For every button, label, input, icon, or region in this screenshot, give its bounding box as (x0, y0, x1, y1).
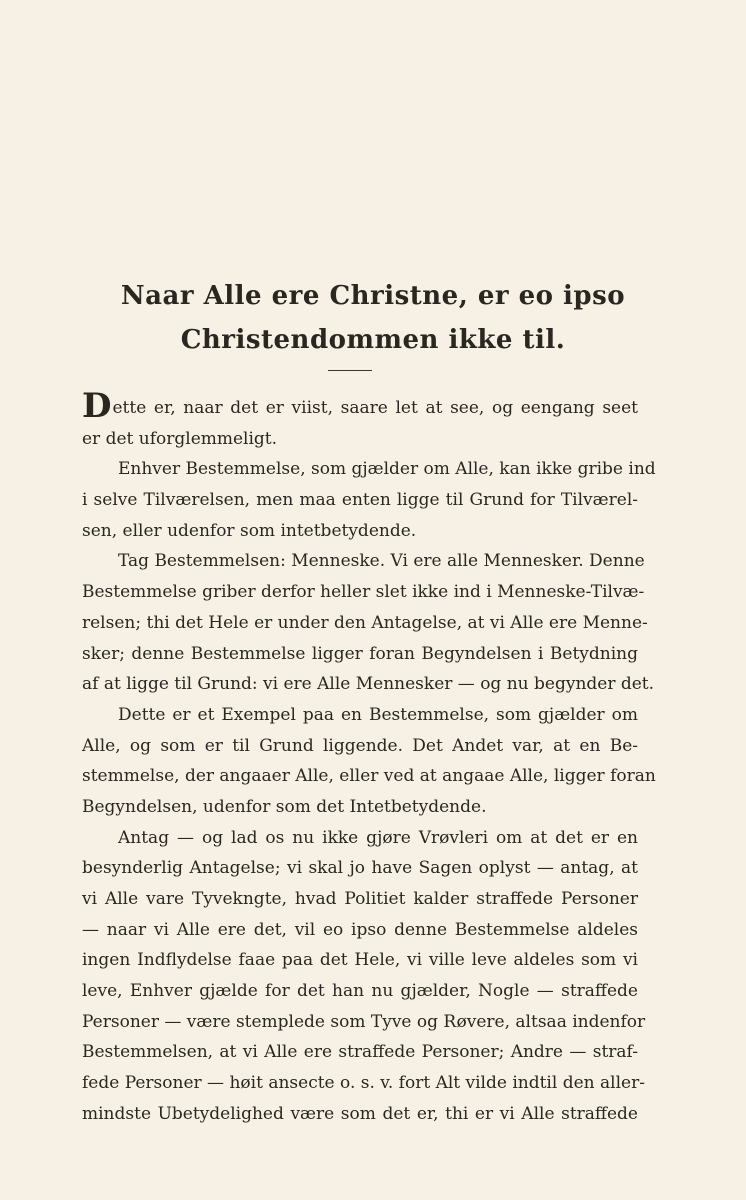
text-line-content: relsen; thi det Hele er under den Antagelse, at vi Alle ere Menne- (82, 612, 648, 633)
text-line-content: er det uforglemmeligt. (82, 428, 278, 449)
text-line-content: i selve Tilværelsen, men maa enten ligge til Grund for Tilværel- (82, 490, 638, 511)
text-line-content: Begyndelsen, udenfor som det Intetbetydende. (82, 796, 487, 817)
text-line-content: Tag Bestemmelsen: Menneske. Vi ere alle Mennesker. Denne (118, 551, 645, 572)
text-line-content: Bestemmelsen, at vi Alle ere straffede Personer; Andre — straf- (82, 1042, 638, 1063)
text-line-content: sen, eller udenfor som intetbetydende. (82, 520, 417, 541)
text-line (82, 669, 655, 700)
text-line (82, 454, 656, 485)
text-line-content: fede Personer — høit ansecte o. s. v. fort Alt vilde indtil den aller- (82, 1073, 645, 1094)
text-line-content: mindste Ubetydelighed være som det er, thi er vi Alle straffede (82, 1103, 638, 1124)
text-line (82, 761, 656, 792)
text-line-content: — naar vi Alle ere det, vil eo ipso denne Bestemmelse aldeles (82, 919, 638, 940)
drop-cap: D (82, 386, 112, 426)
text-line (82, 1068, 645, 1099)
text-line (82, 1007, 646, 1038)
text-line (82, 731, 638, 762)
title-divider (328, 370, 372, 371)
text-line (82, 546, 645, 577)
text-line-content: stemmelse, der angaaer Alle, eller ved at angaae Alle, ligger foran (82, 766, 656, 787)
text-line (82, 639, 638, 670)
text-line (82, 386, 638, 426)
text-line-content: leve, Enhver gjælde for det han nu gjælder, Nogle — straffede (82, 981, 638, 1002)
text-line (82, 424, 638, 455)
text-line-content: Antag — og lad os nu ikke gjøre Vrøvleri om at det er en (118, 827, 638, 848)
text-line-content: af at ligge til Grund: vi ere Alle Mennesker — og nu begynder det. (82, 674, 655, 695)
text-line-content: Alle, og som er til Grund liggende. Det Andet var, at en Be- (82, 735, 638, 756)
text-line (82, 485, 638, 516)
text-line (82, 516, 638, 547)
text-line-content: vi Alle vare Tyvekngte, hvad Politiet kalder straffede Personer (82, 889, 638, 909)
text-line-content: Dette er et Exempel paa en Bestemmelse, som gjælder om (118, 704, 638, 725)
text-line (82, 577, 645, 608)
text-line (82, 884, 638, 915)
text-line-content: Bestemmelse griber derfor heller slet ikke ind i Menneske-Tilvæ- (82, 582, 645, 603)
text-line (82, 792, 638, 823)
chapter-title (0, 274, 746, 362)
text-line (82, 700, 638, 731)
chapter-title-line-1: Naar Alle ere Christne, er eo ipso (120, 281, 626, 311)
text-line-content: Personer — være stemplede som Tyve og Røvere, altsaa indenfor (82, 1011, 646, 1032)
text-line-content: besynderlig Antagelse; vi skal jo have Sagen oplyst — antag, at (82, 858, 638, 879)
body-text (82, 386, 656, 1130)
text-line-content: Enhver Bestemmelse, som gjælder om Alle, kan ikke gribe ind (118, 459, 656, 480)
text-line (82, 976, 638, 1007)
chapter-title-line-2: Christendommen ikke til. (180, 325, 566, 355)
text-line (82, 823, 638, 854)
text-line (82, 915, 638, 946)
text-line-content: ette er, naar det er viist, saare let at see, og eengang seet (112, 398, 638, 418)
text-line-content: sker; denne Bestemmelse ligger foran Begyndelsen i Betydning (82, 643, 638, 664)
text-line (82, 853, 638, 884)
text-line (82, 1037, 638, 1068)
text-line (82, 1099, 638, 1130)
text-line-content: ingen Indflydelse faae paa det Hele, vi ville leve aldeles som vi (82, 950, 638, 971)
text-line (82, 608, 648, 639)
text-line (82, 945, 638, 976)
